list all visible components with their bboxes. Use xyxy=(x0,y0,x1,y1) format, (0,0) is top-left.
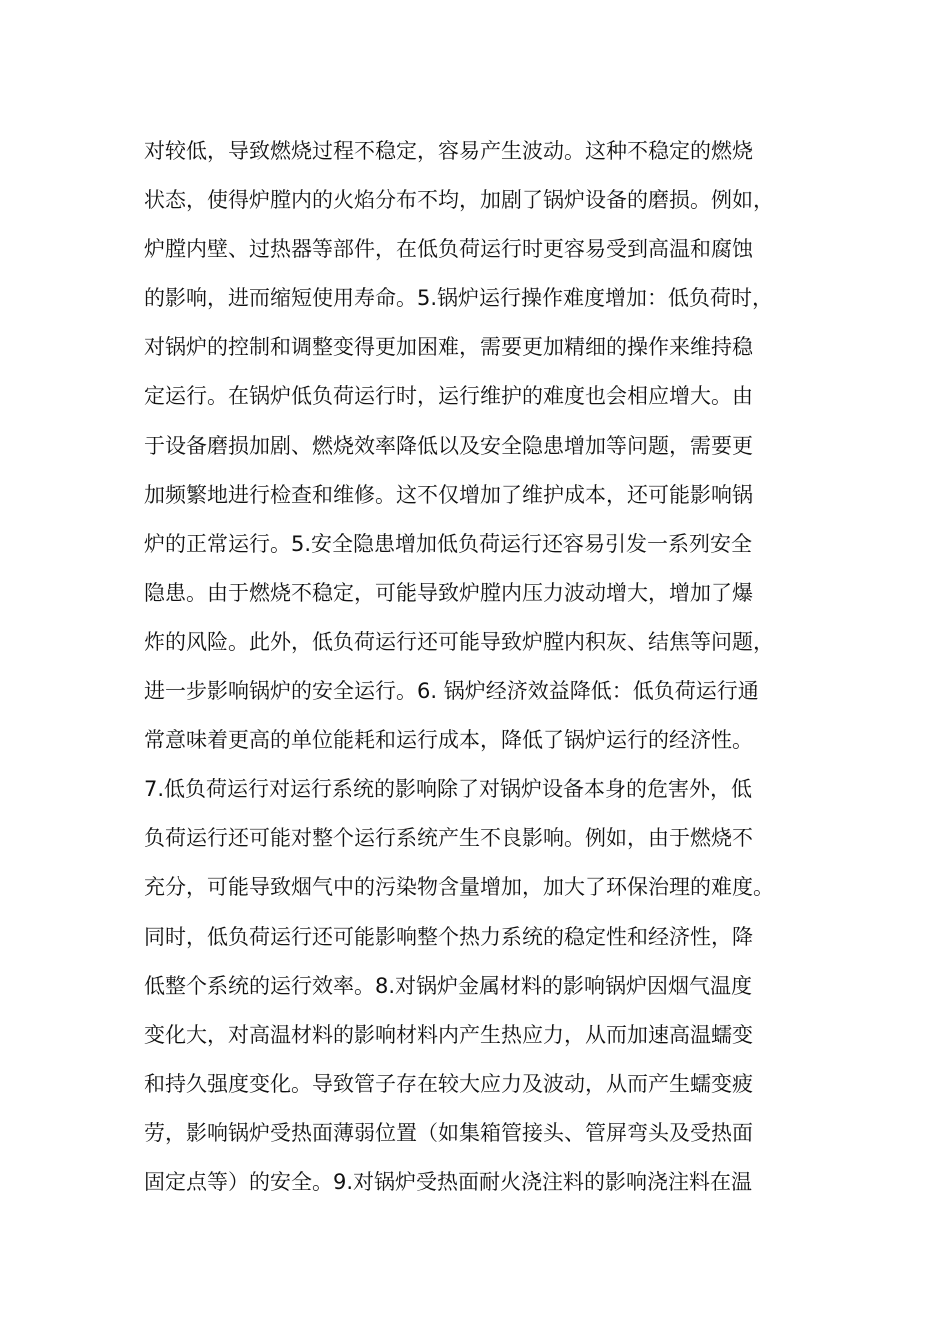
text-line: 负荷运行还可能对整个运行系统产生不良影响。例如，由于燃烧不 xyxy=(144,826,753,851)
text-line: 对锅炉的控制和调整变得更加困难，需要更加精细的操作来维持稳 xyxy=(144,335,753,360)
text-line: 固定点等）的安全。9.对锅炉受热面耐火浇注料的影响浇注料在温 xyxy=(144,1169,753,1194)
text-line: 变化大，对高温材料的影响材料内产生热应力，从而加速高温蠕变 xyxy=(144,1022,753,1047)
text-line: 炉的正常运行。5.安全隐患增加低负荷运行还容易引发一系列安全 xyxy=(144,531,753,556)
text-line: 炸的风险。此外，低负荷运行还可能导致炉膛内积灰、结焦等问题， xyxy=(144,629,774,654)
text-line: 进一步影响锅炉的安全运行。6. 锅炉经济效益降低：低负荷运行通 xyxy=(144,679,759,704)
text-line: 定运行。在锅炉低负荷运行时，运行维护的难度也会相应增大。由 xyxy=(144,384,753,409)
text-line: 对较低，导致燃烧过程不稳定，容易产生波动。这种不稳定的燃烧 xyxy=(144,139,753,163)
text-line: 低整个系统的运行效率。8.对锅炉金属材料的影响锅炉因烟气温度 xyxy=(144,973,753,998)
text-line: 隐患。由于燃烧不稳定，可能导致炉膛内压力波动增大，增加了爆 xyxy=(144,580,753,605)
body-text xyxy=(144,133,824,1213)
text-line: 状态，使得炉膛内的火焰分布不均，加剧了锅炉设备的磨损。例如， xyxy=(144,188,774,213)
text-line: 劳，影响锅炉受热面薄弱位置（如集箱管接头、管屏弯头及受热面 xyxy=(144,1120,753,1145)
text-line: 7.低负荷运行对运行系统的影响除了对锅炉设备本身的危害外，低 xyxy=(144,777,753,802)
text-line: 常意味着更高的单位能耗和运行成本，降低了锅炉运行的经济性。 xyxy=(144,728,753,753)
text-line: 于设备磨损加剧、燃烧效率降低以及安全隐患增加等问题，需要更 xyxy=(144,433,753,458)
text-line: 充分，可能导致烟气中的污染物含量增加，加大了环保治理的难度。 xyxy=(144,875,774,900)
text-line: 和持久强度变化。导致管子存在较大应力及波动，从而产生蠕变疲 xyxy=(144,1071,753,1096)
text-line: 的影响，进而缩短使用寿命。5.锅炉运行操作难度增加：低负荷时， xyxy=(144,286,774,311)
text-line: 炉膛内壁、过热器等部件，在低负荷运行时更容易受到高温和腐蚀 xyxy=(144,237,753,262)
text-line: 同时，低负荷运行还可能影响整个热力系统的稳定性和经济性，降 xyxy=(144,924,753,949)
text-line: 加频繁地进行检查和维修。这不仅增加了维护成本，还可能影响锅 xyxy=(144,482,753,507)
